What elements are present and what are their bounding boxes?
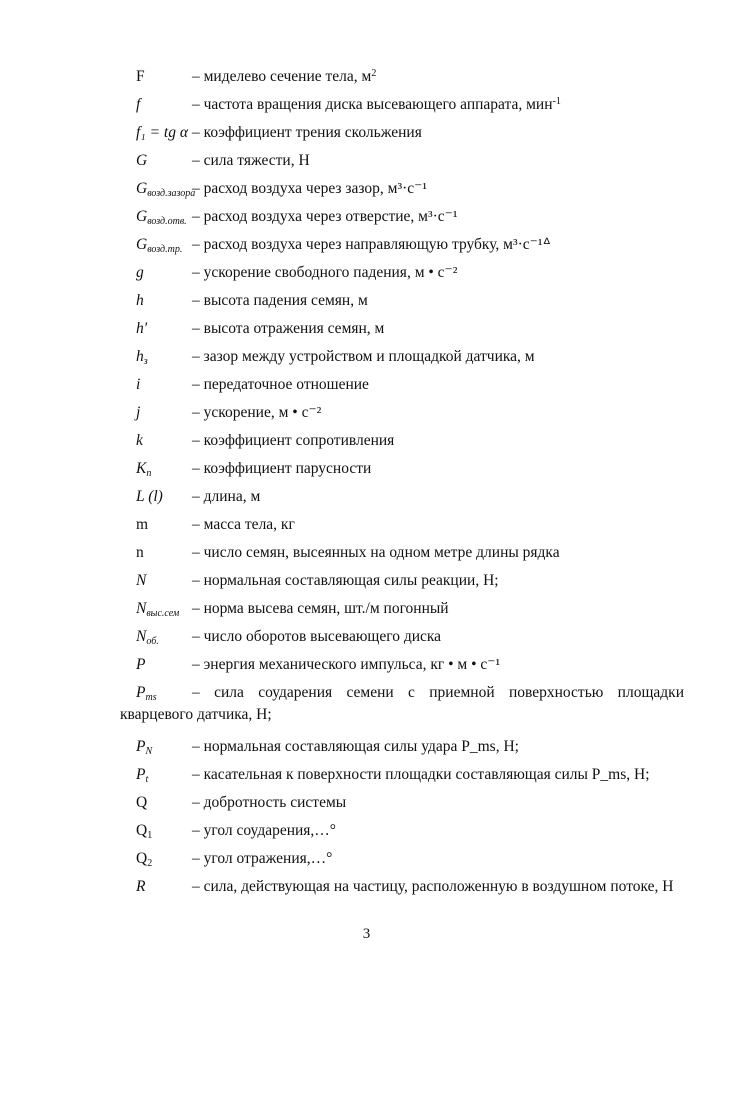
symbol-subscript: возд.зазора: [147, 188, 196, 199]
symbol: R: [136, 878, 146, 895]
definition: – высота отражения семян, м: [192, 320, 385, 337]
definition: – коэффициент трения скольжения: [192, 124, 422, 141]
symbol: g: [136, 264, 144, 281]
symbol: $h_з$: [136, 348, 148, 367]
definition: – угол отражения,…°: [192, 850, 333, 867]
definition-continuation: кварцевого датчика, Н;: [120, 706, 272, 723]
symbol: $G_{возд.отв.}$: [136, 208, 187, 227]
definition: – коэффициент сопротивления: [192, 432, 395, 449]
definition: – ускорение свободного падения, м • с⁻²: [192, 264, 458, 281]
symbol: $P_t$: [136, 766, 149, 785]
symbol-subscript: з: [143, 356, 148, 367]
symbol-subscript: возд.тр.: [147, 244, 183, 255]
symbol-subscript: 1: [147, 830, 153, 841]
symbol: G: [136, 152, 148, 169]
symbol: $N_{об.}$: [136, 628, 159, 647]
definition: – касательная к поверхности площадки составляющая силы P_ms, Н;: [192, 766, 650, 783]
definition: – передаточное отношение: [192, 376, 369, 393]
definition: – высота падения семян, м: [192, 292, 368, 309]
definition-superscript: -1: [552, 96, 561, 107]
definition: – миделево сечение тела, $м^2$: [192, 68, 377, 85]
symbol: $P_N$: [136, 738, 153, 757]
symbol: i: [136, 376, 141, 393]
symbol: $Q_1$: [136, 822, 153, 841]
page-number: 3: [362, 926, 371, 942]
symbol-subscript: t: [145, 774, 149, 785]
definition: – энергия механического импульса, кг • м • с⁻¹: [192, 656, 501, 673]
symbol: L (l): [136, 488, 163, 505]
definition: – сила соударения семени с приемной поверхностью площадки: [192, 684, 684, 701]
definition: – частота вращения диска высевающего аппарата, мин$^{-1}$: [192, 96, 561, 113]
definition: – масса тела, кг: [192, 516, 295, 533]
definition: – расход воздуха через отверстие, м³·с⁻¹: [192, 208, 458, 225]
symbol: $Q_2$: [136, 850, 153, 869]
symbol: f₁ = tg α: [136, 124, 188, 141]
symbol: $G_{возд.зазора}$: [136, 180, 196, 199]
definition: – зазор между устройством и площадкой датчика, м: [192, 348, 535, 365]
symbol-subscript: выс.сем: [146, 608, 180, 619]
symbol: P: [136, 656, 146, 673]
symbol: k: [136, 432, 143, 449]
symbol-subscript: об.: [146, 636, 159, 647]
symbol-subscript: возд.отв.: [147, 216, 187, 227]
definition: – длина, м: [192, 488, 261, 505]
symbol: h': [136, 320, 148, 337]
symbol: m: [136, 516, 149, 533]
definition: – ускорение, м • с⁻²: [192, 404, 322, 421]
symbol-subscript: п: [146, 468, 152, 479]
definition: – расход воздуха через направляющую трубку, м³·с⁻¹ᐞ: [192, 236, 551, 253]
definition: – нормальная составляющая силы удара P_ms, Н;: [192, 738, 519, 755]
symbol-subscript: ms: [145, 692, 157, 703]
definition: – угол соударения,…°: [192, 822, 337, 839]
definition: – расход воздуха через зазор, м³·с⁻¹: [192, 180, 427, 197]
definition-superscript: 2: [371, 68, 377, 79]
symbol: n: [136, 544, 144, 561]
definition: – нормальная составляющая силы реакции, Н;: [192, 572, 499, 589]
symbol: $K_п$: [136, 460, 152, 479]
symbol: $N_{выс.сем}$: [136, 600, 180, 619]
symbol: h: [136, 292, 144, 309]
definition: – число оборотов высевающего диска: [192, 628, 442, 645]
symbol-subscript: N: [145, 746, 153, 757]
symbol: j: [136, 404, 141, 421]
symbol: f: [136, 96, 141, 113]
symbol: Q: [136, 794, 148, 811]
symbol: $G_{возд.тр.}$: [136, 236, 183, 255]
list-item: [0, 682, 733, 723]
definition: – норма высева семян, шт./м погонный: [192, 600, 449, 617]
definition: – коэффициент парусности: [192, 460, 372, 477]
definition: – сила, действующая на частицу, расположенную в воздушном потоке, Н: [192, 878, 674, 895]
symbol-subscript: 2: [147, 858, 153, 869]
symbol: F: [136, 68, 145, 85]
symbol: $P_{ms}$: [136, 684, 157, 703]
definition: – добротность системы: [192, 794, 347, 811]
symbol: N: [136, 572, 147, 589]
definition: – сила тяжести, Н: [192, 152, 310, 169]
definition: – число семян, высеянных на одном метре длины рядка: [192, 544, 560, 561]
